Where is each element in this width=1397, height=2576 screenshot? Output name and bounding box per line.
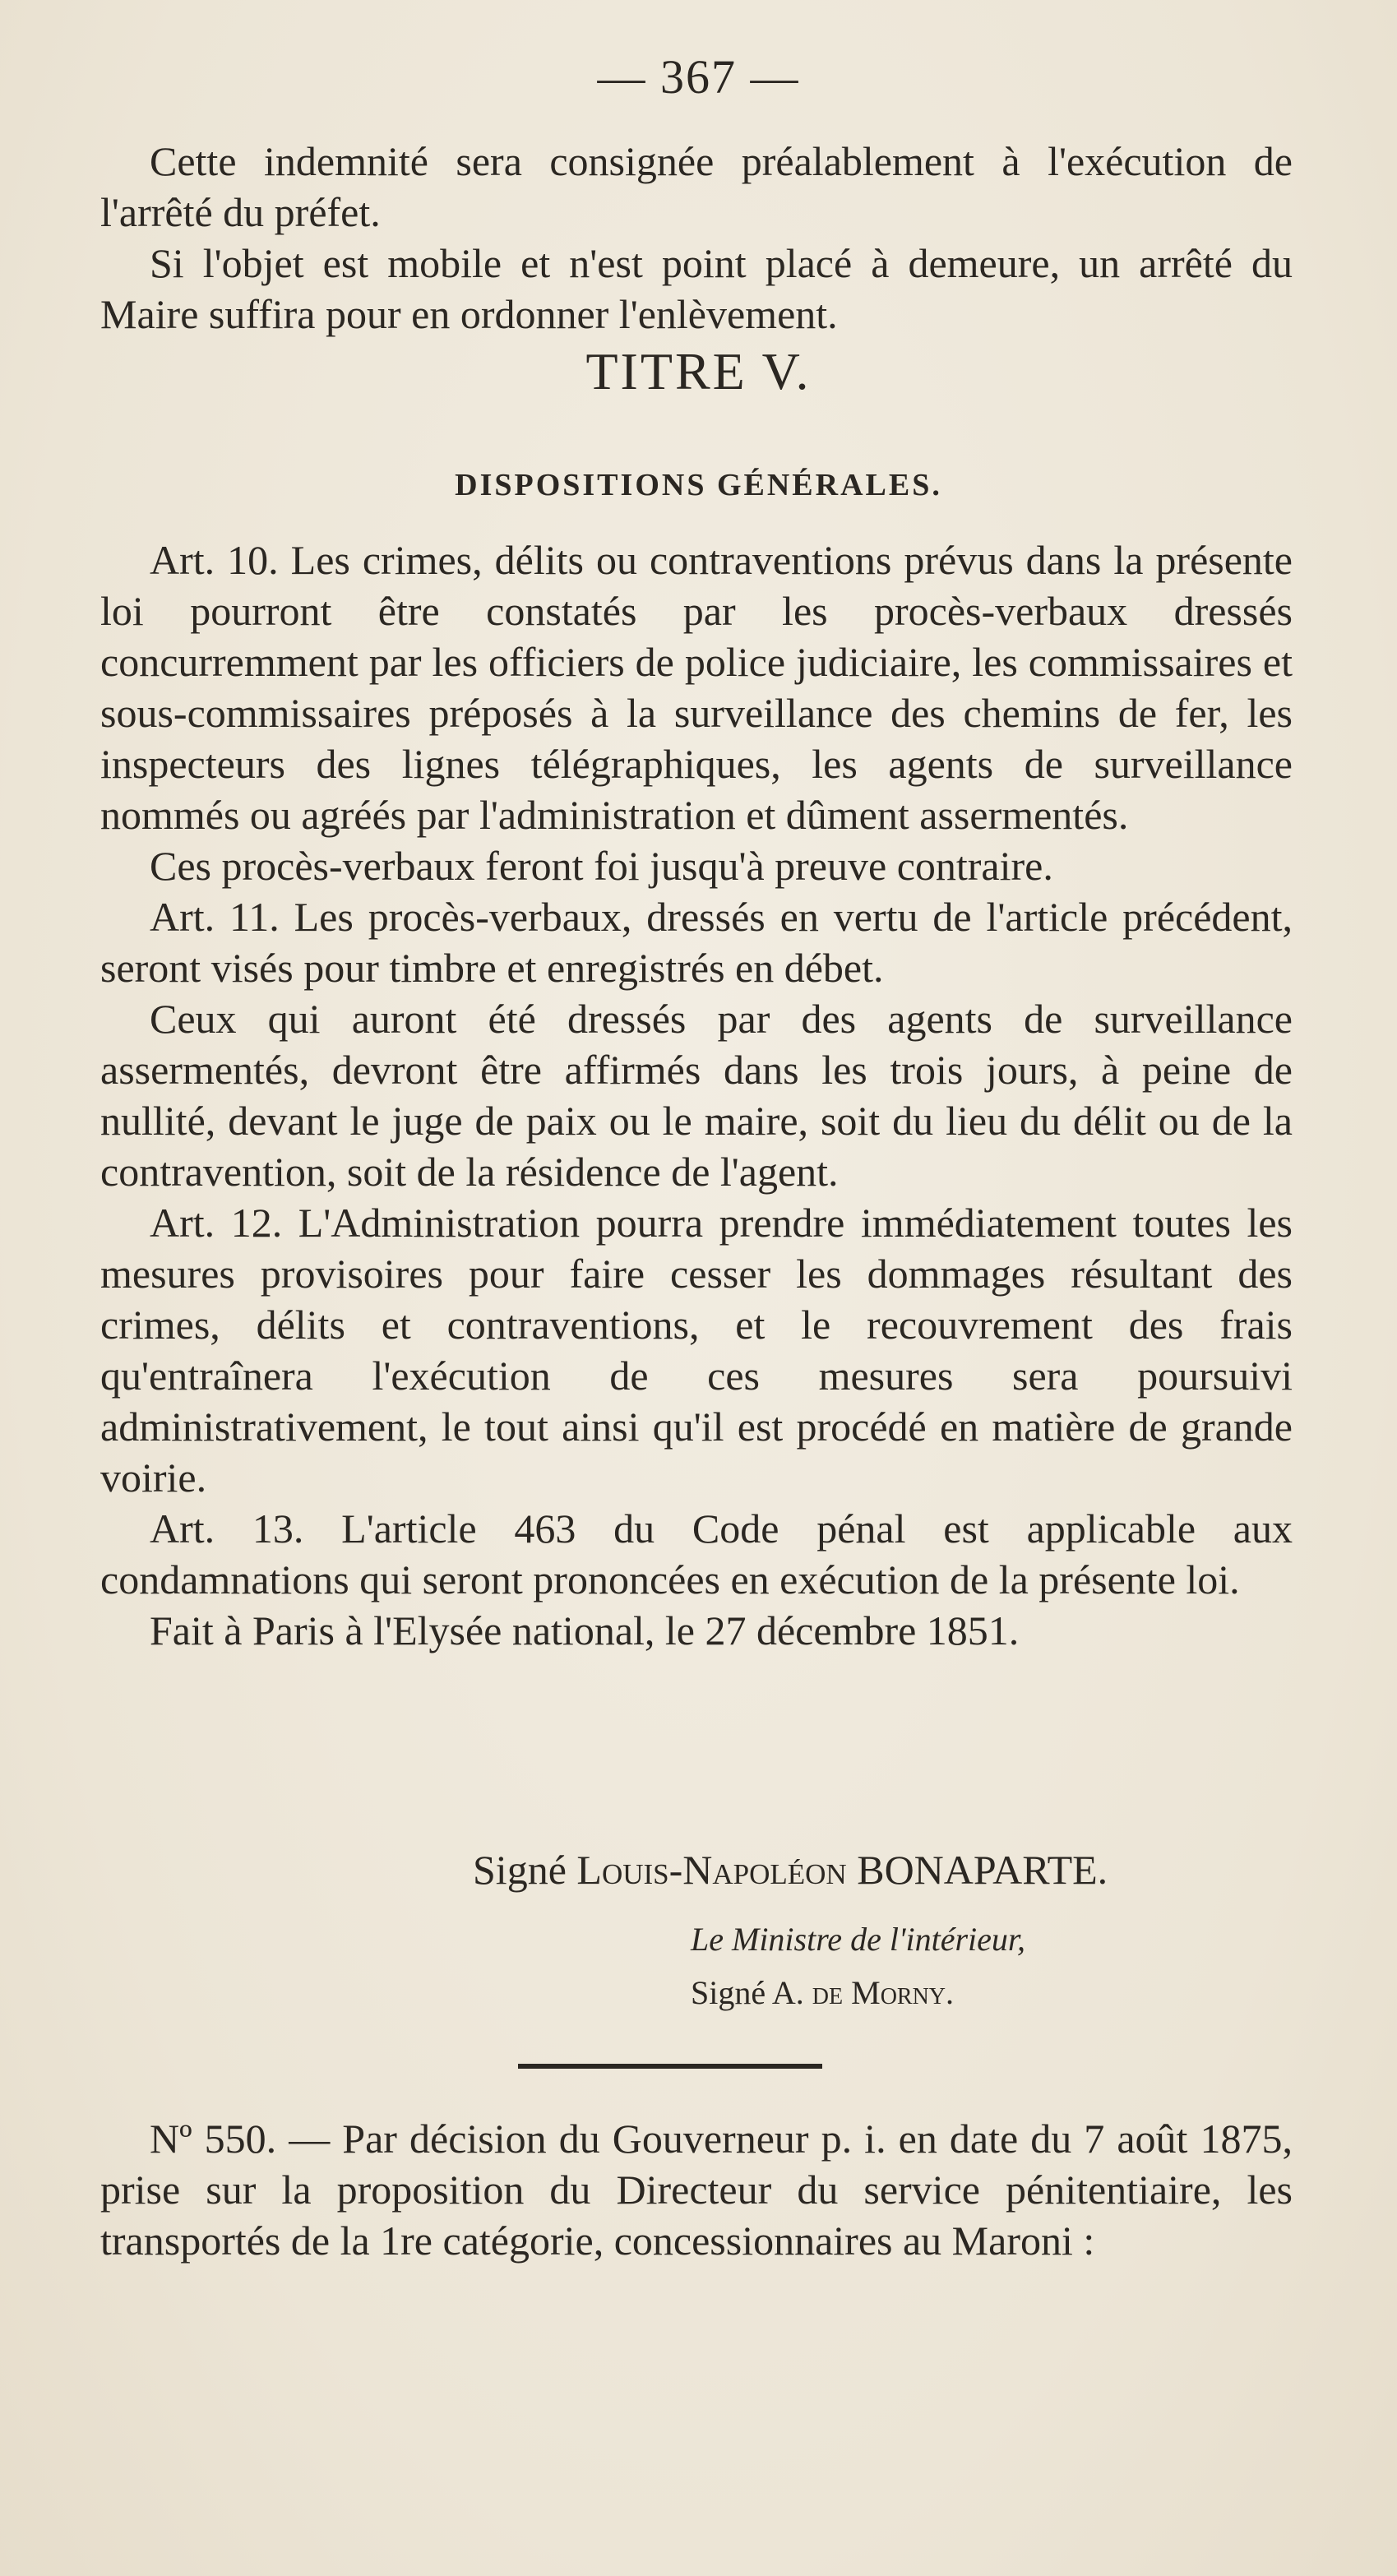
article-13: Art. 13. L'article 463 du Code pénal est applicable aux condamnations qui seront prononcées en exécution de la présente loi.: [100, 1505, 1293, 1602]
signature-name: Louis-Napoléon: [576, 1847, 847, 1893]
section-subtitle: DISPOSITIONS GÉNÉRALES.: [455, 468, 942, 502]
minister-title: Le Ministre de l'intérieur,: [691, 1921, 1026, 1958]
paragraph: Ces procès-verbaux feront foi jusqu'à preuve contraire.: [150, 843, 1053, 889]
section-divider: [518, 2064, 822, 2069]
article-10: Art. 10. Les crimes, délits ou contraventions prévus dans la présente loi pourront être constatés par les procès-verbaux dressés concurremment par les officiers de police judiciaire, les commissaires et sous-commissaires préposés à la surveillance des chemins de fer, les inspecteurs des lignes télégraphiques, les agents de surveillance nommés ou agréés par l'administration et dûment assermentés.: [100, 537, 1293, 838]
minister-signature-name: de Morny.: [812, 1974, 955, 2011]
paragraph: Si l'objet est mobile et n'est point placé à demeure, un arrêté du Maire suffira pour en ordonner l'enlèvement.: [100, 240, 1293, 337]
paragraph: Ceux qui auront été dressés par des agents de surveillance assermentés, devront être affirmés dans les trois jours, à peine de nullité, devant le juge de paix ou le maire, soit du lieu du délit ou de la contravention, soit de la résidence de l'agent.: [100, 996, 1293, 1195]
article-11: Art. 11. Les procès-verbaux, dressés en vertu de l'article précédent, seront visés pour timbre et enregistrés en débet.: [100, 894, 1293, 991]
signature-surname: BONAPARTE.: [846, 1847, 1108, 1893]
president-signature: [473, 1846, 1295, 1894]
minister-signature-prefix: Signé A.: [691, 1974, 812, 2011]
article-12: Art. 12. L'Administration pourra prendre immédiatement toutes les mesures provisoires pour faire cesser les dommages résultant des crimes, délits et contraventions, et le recouvrement des frais qu'entraînera l'exécution de ces mesures sera poursuivi administrativement, le tout ainsi qu'il est procédé en matière de grande voirie.: [100, 1200, 1293, 1501]
section-title: TITRE V.: [585, 342, 812, 400]
signing-place-date: Fait à Paris à l'Elysée national, le 27 décembre 1851.: [150, 1607, 1020, 1653]
minister-signature: [691, 1973, 954, 2012]
text-block-articles: [100, 534, 1293, 1656]
text-block-top: [100, 136, 1293, 340]
text-block-decision: [100, 2113, 1293, 2266]
paragraph: Cette indemnité sera consignée préalablement à l'exécution de l'arrêté du préfet.: [100, 138, 1293, 235]
signature-prefix: Signé: [473, 1847, 577, 1893]
decision-paragraph: Nº 550. — Par décision du Gouverneur p. i. en date du 7 août 1875, prise sur la proposition du Directeur du service pénitentiaire, les transportés de la 1re catégorie, concessionnaires au Maroni :: [100, 2116, 1293, 2264]
page-number: — 367 —: [597, 50, 800, 104]
